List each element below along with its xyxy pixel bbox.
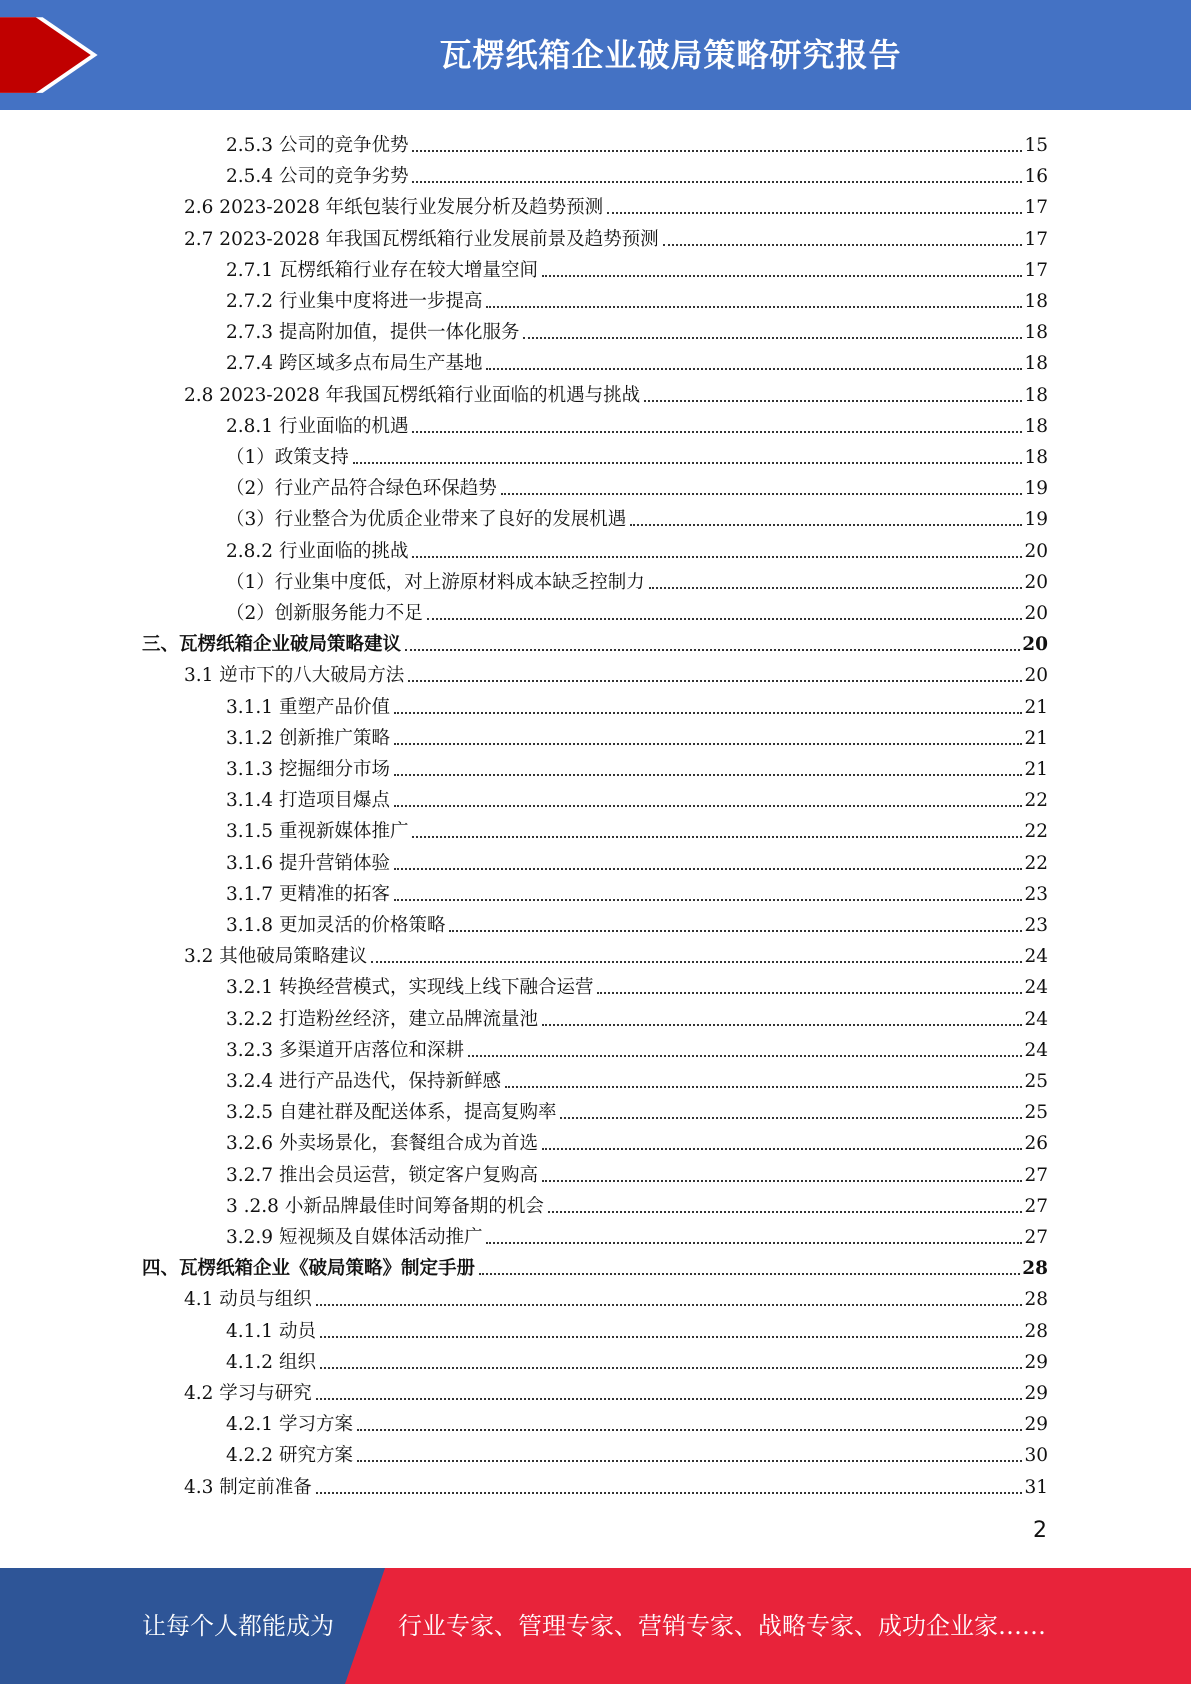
toc-dot-leader xyxy=(316,1492,1023,1494)
toc-entry-page: 17 xyxy=(1024,228,1048,250)
toc-dot-leader xyxy=(394,868,1022,870)
toc-entry-title: 3.1.4 打造项目爆点 xyxy=(226,790,390,812)
toc-entry-title: 3.1.1 重塑产品价值 xyxy=(226,696,390,718)
toc-entry-title: 3.2.2 打造粉丝经济，建立品牌流量池 xyxy=(226,1008,538,1030)
toc-entry-title: 4.2.2 研究方案 xyxy=(226,1445,353,1467)
toc-entry[interactable] xyxy=(226,533,1048,564)
toc-entry-title: 3.2.3 多渠道开店落位和深耕 xyxy=(226,1039,464,1061)
toc-entry-page: 18 xyxy=(1024,447,1048,468)
toc-entry-page: 22 xyxy=(1024,790,1048,812)
toc-dot-leader xyxy=(560,1117,1022,1119)
toc-entry-page: 29 xyxy=(1024,1383,1048,1404)
toc-entry-title: 3.2.7 推出会员运营，锁定客户复购高 xyxy=(226,1164,538,1186)
toc-entry-page: 17 xyxy=(1024,259,1048,281)
toc-dot-leader xyxy=(649,587,1023,589)
toc-entry[interactable] xyxy=(226,1063,1048,1094)
toc-entry-title: 2.5.4 公司的竞争劣势 xyxy=(226,166,409,188)
toc-dot-leader xyxy=(542,1024,1022,1026)
toc-entry[interactable] xyxy=(226,1094,1048,1125)
toc-dot-leader xyxy=(412,556,1022,558)
toc-entry-title: 4.2.1 学习方案 xyxy=(226,1414,353,1436)
toc-dot-leader xyxy=(468,1055,1022,1057)
toc-entry[interactable] xyxy=(226,345,1048,376)
toc-dot-leader xyxy=(486,1242,1022,1244)
toc-entry-page: 19 xyxy=(1024,509,1048,531)
toc-entry-page: 25 xyxy=(1024,1102,1048,1124)
toc-entry-page: 31 xyxy=(1024,1476,1048,1498)
toc-entry-title: 3.2.5 自建社群及配送体系，提高复购率 xyxy=(226,1102,557,1124)
toc-dot-leader xyxy=(394,712,1022,714)
toc-entry-page: 28 xyxy=(1022,1258,1048,1280)
toc-entry-title: 2.8.2 行业面临的挑战 xyxy=(226,540,409,562)
toc-entry-page: 25 xyxy=(1024,1071,1048,1092)
toc-entry[interactable] xyxy=(226,751,1048,782)
toc-entry-page: 18 xyxy=(1024,291,1048,312)
toc-entry-title: （1）行业集中度低，对上游原材料成本缺乏控制力 xyxy=(226,571,645,593)
toc-entry-page: 24 xyxy=(1024,1039,1048,1061)
toc-dot-leader xyxy=(449,930,1022,932)
toc-entry-page: 22 xyxy=(1024,852,1048,874)
toc-dot-leader xyxy=(408,680,1022,682)
toc-entry-page: 28 xyxy=(1024,1289,1048,1311)
toc-entry-page: 17 xyxy=(1024,197,1048,219)
toc-entry-page: 24 xyxy=(1024,946,1048,968)
toc-entry-title: 4.1 动员与组织 xyxy=(184,1289,312,1311)
toc-entry-page: 20 xyxy=(1024,603,1048,624)
toc-entry[interactable] xyxy=(226,1032,1048,1063)
toc-entry-page: 18 xyxy=(1024,384,1048,406)
toc-entry[interactable] xyxy=(226,1188,1048,1219)
toc-dot-leader xyxy=(320,1336,1023,1338)
toc-entry[interactable] xyxy=(184,1281,1048,1312)
toc-dot-leader xyxy=(501,493,1023,495)
toc-entry[interactable] xyxy=(226,501,1048,532)
toc-entry-title: 3.1.8 更加灵活的价格策略 xyxy=(226,915,446,936)
toc-entry[interactable] xyxy=(142,1250,1048,1281)
toc-entry-title: 2.6 2023-2028 年纸包装行业发展分析及趋势预测 xyxy=(184,197,604,219)
toc-dot-leader xyxy=(353,462,1023,464)
toc-entry-title: 3.2.4 进行产品迭代，保持新鲜感 xyxy=(226,1071,501,1092)
toc-entry-title: 4.2 学习与研究 xyxy=(184,1383,312,1404)
toc-entry[interactable] xyxy=(226,1313,1048,1344)
toc-entry[interactable] xyxy=(184,221,1048,252)
toc-entry-page: 26 xyxy=(1024,1133,1048,1155)
toc-entry-title: 2.8.1 行业面临的机遇 xyxy=(226,415,409,437)
toc-dot-leader xyxy=(548,1211,1023,1213)
toc-entry-page: 27 xyxy=(1024,1227,1048,1248)
toc-entry-page: 15 xyxy=(1024,135,1048,156)
toc-entry-page: 28 xyxy=(1024,1320,1048,1342)
toc-entry[interactable] xyxy=(226,1344,1048,1375)
toc-entry[interactable] xyxy=(226,439,1048,470)
toc-entry-title: 3 .2.8 小新品牌最佳时间筹备期的机会 xyxy=(226,1195,544,1217)
toc-dot-leader xyxy=(505,1086,1022,1088)
toc-entry[interactable] xyxy=(184,657,1048,688)
toc-entry[interactable] xyxy=(226,408,1048,439)
toc-entry-page: 29 xyxy=(1024,1351,1048,1373)
toc-entry[interactable] xyxy=(226,1157,1048,1188)
toc-dot-leader xyxy=(394,899,1022,901)
toc-dot-leader xyxy=(597,992,1022,994)
toc-entry-page: 21 xyxy=(1024,696,1048,718)
toc-entry[interactable] xyxy=(226,782,1048,813)
toc-entry-title: 3.2.9 短视频及自媒体活动推广 xyxy=(226,1227,483,1248)
toc-entry-page: 29 xyxy=(1024,1414,1048,1436)
toc-entry-page: 20 xyxy=(1024,571,1048,593)
toc-entry-page: 20 xyxy=(1024,540,1048,562)
toc-entry[interactable] xyxy=(226,845,1048,876)
toc-entry-title: 3.2.6 外卖场景化，套餐组合成为首选 xyxy=(226,1133,538,1155)
toc-entry-title: 三、瓦楞纸箱企业破局策略建议 xyxy=(142,634,402,656)
toc-entry-page: 18 xyxy=(1024,322,1048,344)
toc-entry-page: 16 xyxy=(1024,166,1048,188)
toc-dot-leader xyxy=(412,431,1022,433)
toc-entry-title: 3.1.7 更精准的拓客 xyxy=(226,883,390,905)
toc-entry[interactable] xyxy=(226,1437,1048,1468)
toc-dot-leader xyxy=(663,244,1023,246)
toc-entry[interactable] xyxy=(226,127,1048,158)
toc-dot-leader xyxy=(320,1367,1023,1369)
toc-entry-page: 30 xyxy=(1024,1445,1048,1467)
page-header xyxy=(0,0,1191,110)
toc-entry-title: （2）创新服务能力不足 xyxy=(226,603,423,624)
toc-entry[interactable] xyxy=(226,314,1048,345)
toc-entry-title: （2）行业产品符合绿色环保趋势 xyxy=(226,478,497,500)
toc-entry[interactable] xyxy=(184,189,1048,220)
toc-dot-leader xyxy=(412,150,1022,152)
toc-entry-title: 2.7 2023-2028 年我国瓦楞纸箱行业发展前景及趋势预测 xyxy=(184,228,659,250)
toc-entry-title: 2.5.3 公司的竞争优势 xyxy=(226,135,409,156)
toc-entry-title: 3.2 其他破局策略建议 xyxy=(184,946,368,968)
toc-entry[interactable] xyxy=(184,1375,1048,1406)
toc-dot-leader xyxy=(630,524,1022,526)
toc-entry-title: 3.1.2 创新推广策略 xyxy=(226,727,390,749)
toc-entry[interactable] xyxy=(226,252,1048,283)
toc-dot-leader xyxy=(412,836,1022,838)
footer-slogan-right: 行业专家、管理专家、营销专家、战略专家、成功企业家…… xyxy=(398,1612,1046,1640)
toc-entry-page: 19 xyxy=(1024,478,1048,500)
toc-entry-page: 27 xyxy=(1024,1195,1048,1217)
toc-entry[interactable] xyxy=(226,283,1048,314)
toc-entry-title: 2.7.1 瓦楞纸箱行业存在较大增量空间 xyxy=(226,259,538,281)
toc-entry[interactable] xyxy=(226,720,1048,751)
toc-dot-leader xyxy=(427,618,1023,620)
toc-dot-leader xyxy=(394,743,1022,745)
toc-dot-leader xyxy=(394,805,1022,807)
toc-entry[interactable] xyxy=(226,1125,1048,1156)
toc-entry-page: 22 xyxy=(1024,821,1048,843)
toc-entry-title: 2.7.4 跨区域多点布局生产基地 xyxy=(226,353,483,375)
toc-entry[interactable] xyxy=(142,626,1048,657)
toc-entry[interactable] xyxy=(184,377,1048,408)
page-number: 2 xyxy=(1033,1518,1047,1543)
toc-entry-title: 2.7.2 行业集中度将进一步提高 xyxy=(226,291,483,312)
toc-entry-page: 18 xyxy=(1024,415,1048,437)
toc-dot-leader xyxy=(394,774,1022,776)
toc-dot-leader xyxy=(542,1180,1022,1182)
toc-entry[interactable] xyxy=(226,1219,1048,1250)
page-footer xyxy=(0,1568,1191,1684)
toc-entry-title: （3）行业整合为优质企业带来了良好的发展机遇 xyxy=(226,509,627,531)
toc-entry-page: 18 xyxy=(1024,353,1048,375)
toc-entry-title: 2.8 2023-2028 年我国瓦楞纸箱行业面临的机遇与挑战 xyxy=(184,384,641,406)
toc-entry[interactable] xyxy=(184,1469,1048,1500)
toc-entry-page: 27 xyxy=(1024,1164,1048,1186)
toc-dot-leader xyxy=(486,306,1022,308)
toc-dot-leader xyxy=(371,961,1022,963)
toc-entry-page: 24 xyxy=(1024,1008,1048,1030)
toc-dot-leader xyxy=(486,368,1022,370)
toc-dot-leader xyxy=(607,212,1022,214)
toc-entry-title: 3.1.5 重视新媒体推广 xyxy=(226,821,409,843)
toc-entry-page: 23 xyxy=(1024,883,1048,905)
toc-entry[interactable] xyxy=(226,907,1048,938)
toc-dot-leader xyxy=(412,181,1022,183)
toc-entry[interactable] xyxy=(226,1001,1048,1032)
toc-entry[interactable] xyxy=(226,813,1048,844)
header-red-chevron xyxy=(0,0,110,110)
toc-entry[interactable] xyxy=(226,158,1048,189)
toc-entry[interactable] xyxy=(184,938,1048,969)
toc-entry[interactable] xyxy=(226,1406,1048,1437)
toc-entry-page: 23 xyxy=(1024,915,1048,936)
toc-dot-leader xyxy=(357,1460,1023,1462)
toc-entry-title: 四、瓦楞纸箱企业《破局策略》制定手册 xyxy=(142,1258,476,1280)
toc-entry[interactable] xyxy=(226,595,1048,626)
toc-entry-title: 3.2.1 转换经营模式，实现线上线下融合运营 xyxy=(226,977,594,999)
toc-entry[interactable] xyxy=(226,876,1048,907)
toc-dot-leader xyxy=(405,649,1020,651)
toc-dot-leader xyxy=(542,1148,1022,1150)
toc-entry[interactable] xyxy=(226,564,1048,595)
toc-dot-leader xyxy=(316,1304,1023,1306)
toc-entry-title: 3.1.6 提升营销体验 xyxy=(226,852,390,874)
toc-dot-leader xyxy=(479,1273,1020,1275)
toc-entry-title: 4.1.2 组织 xyxy=(226,1351,316,1373)
toc-entry-page: 21 xyxy=(1024,727,1048,749)
toc-entry-page: 20 xyxy=(1022,634,1048,656)
toc-entry[interactable] xyxy=(226,689,1048,720)
toc-entry-page: 20 xyxy=(1024,665,1048,687)
toc-dot-leader xyxy=(316,1398,1023,1400)
toc-dot-leader xyxy=(644,400,1022,402)
toc-entry[interactable] xyxy=(226,969,1048,1000)
toc-entry-title: 3.1 逆市下的八大破局方法 xyxy=(184,665,405,687)
toc-entry-page: 24 xyxy=(1024,977,1048,999)
footer-slogan-left: 让每个人都能成为 xyxy=(142,1612,334,1640)
toc-entry-title: （1）政策支持 xyxy=(226,447,349,468)
toc-entry-title: 3.1.3 挖掘细分市场 xyxy=(226,759,390,780)
toc-entry-title: 4.1.1 动员 xyxy=(226,1320,316,1342)
toc-dot-leader xyxy=(523,337,1022,339)
toc-entry-title: 4.3 制定前准备 xyxy=(184,1476,312,1498)
toc-entry[interactable] xyxy=(226,470,1048,501)
toc-dot-leader xyxy=(542,275,1022,277)
toc-entry-title: 2.7.3 提高附加值，提供一体化服务 xyxy=(226,322,520,344)
toc-dot-leader xyxy=(357,1429,1023,1431)
document-title: 瓦楞纸箱企业破局策略研究报告 xyxy=(439,36,902,74)
toc-entry-page: 21 xyxy=(1024,759,1048,780)
